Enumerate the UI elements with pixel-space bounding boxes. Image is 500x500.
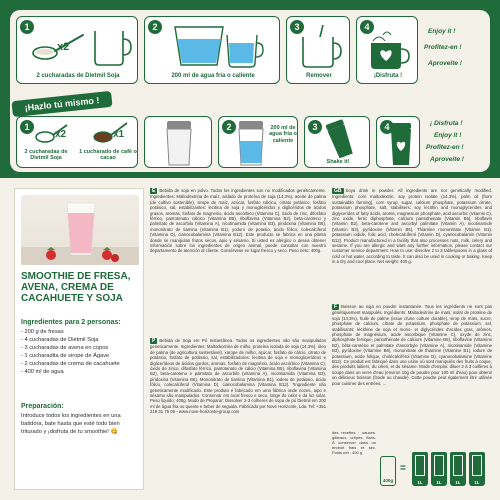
text-column-fr — [332, 304, 492, 428]
diy-step-3-number: 3 — [308, 120, 322, 134]
smoothie-glass-image — [21, 195, 139, 265]
scoop-caption: 2 cucharadas de Dietmil Soja — [36, 73, 120, 79]
bottle-label: 1L — [436, 480, 442, 485]
text-column-gb — [332, 188, 492, 302]
ingredient-item: - 400 ml de agua — [21, 368, 64, 375]
enjoy-en: Enjoy it ! — [428, 28, 456, 35]
bottle-label: 1L — [417, 480, 423, 485]
diy-scoops-caption: 2 cucharadas de Dietmil Soja — [24, 149, 68, 162]
lang-badge-es: E — [152, 188, 156, 194]
ingredient-item: - 4 cucharadas de Dietmil Soja — [21, 336, 99, 343]
instructions-panel — [10, 10, 490, 172]
dilution-guide — [348, 440, 488, 486]
text-column-es — [150, 188, 326, 336]
diy-step-1-card — [16, 116, 138, 168]
step-1-number: 1 — [20, 20, 34, 34]
stir-caption: Remover — [306, 73, 332, 79]
diy-enjoy-es: ¡ Disfruta ! — [430, 120, 463, 127]
diy-step-4-card — [376, 116, 420, 168]
diy-step-2-card — [218, 116, 298, 168]
ingredients-list — [21, 329, 139, 377]
diy-qty-1: x2 — [55, 129, 67, 140]
text-pt: Bebida de Soja em Pó Instantânea. Todos os ingredientes não são manipulados geneticamente. Ingredientes: Maltodextrina de milho, proteína isolada de soja (14,3%), óleo de palma (de agricultura sustentável), xarope de milho, açúcar, fosfato de cálcio, citrato de potássio, fosfato de potássio, sal, estabilizadores: lecitina de soja e monoglicerídeos e diglicerídeos de ácidos gordos, aromas, fosfato de magnésio, ácido ascórbico (Vitamina C), óxido de zinco, difosfato férrico, pantotenato de cálcio (Vitamina B5), riboflavina (Vitamina B2), beta-caroteno e palmitato de ascorbilo (Vitamina A), nicotinamida (Vitamina B3), piridoxina (Vitamina B6), Mononitrato de tiamina (Vitamina B1), iodeto de potássio, ácido fólico, colecalciferol (Vitamina D), cianocobalamina (Vitamina B12). *Ingrediente não geneticamente modificado. Este produto é fabricado em uma fábrica onde nozes, aipo e sésamo são manipulados. Conservar em local fresco e seco, longe do calor e da luz solar. Peso líquido: 400g. Modo de Preparar: Dissolver 2-3 colheres de sopa de pó Dietmil em 200 ml de água fria ou quente e beber de seguida. Fabricado por Nove Horizonte, Lda. Tel: +351 219 31 75 06 - www.nove-horizonte-group.com — [150, 338, 326, 415]
lang-badge-fr: F — [334, 304, 338, 310]
step-2-card — [144, 16, 280, 84]
scoop-qty: x2 — [57, 41, 70, 53]
instructions-band — [0, 0, 500, 178]
text-gb: Soya drink in powder. All ingredients are not genetically modified. Ingredients: corn maltodextrin, soy protein isolate (14,3%), palm oil (from sustainable farming), corn syrup, sugar, calcium phosphate, potassium citrate, potassium phosphate, salt, stabilisers: soy lecithin and monoglycerides and diglycerides of fatty acids, aroma, magnesium phosphate, acid ascorbic (Vitamin C), zinc oxide, ferric diphosphate, calcium pantothenate (Vitamin B5), riboflavin (Vitamin B2), beta-carotene and ascorbyl palmitate (Vitamin A), nicotinamide (Vitamin B3), pyridoxine (Vitamin B6), Thiamine mononitrate (Vitamin B1), potassium iodide, folic acid, cholecalciferol (Vitamin D), cyanocobalamin (Vitamin B12). Product manufactured in a facility that also processes nuts, milk, celery and sesame. If you are allergic and want any further information, please contact our customer service department. How to use: dissolve 2 to 3 tablespoons in a glass of cold or hot water, according to taste. It can also be used in cooking or baking. Keep in a dry and cool place. Net weight: 400 g. — [332, 188, 492, 265]
recipe-card — [14, 188, 144, 490]
equals-sign: = — [400, 463, 406, 474]
water-cup-icon — [165, 25, 265, 69]
diy-step-1-number: 1 — [20, 120, 34, 134]
shaker-empty-icon — [161, 119, 197, 167]
step-3-number: 3 — [290, 20, 304, 34]
lang-badge-pt: P — [152, 338, 156, 344]
preparation-text: Introduce todos los ingredientes en una batidora, bate hasta que esté todo bien triturado y ¡disfruta de tu smoothie! 😋 — [21, 413, 121, 435]
diy-step-3-card — [304, 116, 370, 168]
shaker-heart-icon — [387, 121, 415, 167]
step-4-card — [356, 16, 418, 84]
diy-banner: ¡Hazlo tú mismo ! — [11, 91, 112, 117]
text-es: Bebida de soja en polvo. Todos los ingredientes son no modificados genéticamente. Ingredientes: Maltodextrina de maíz, aislado de proteína de soja (14,3%), aceite de palma (de cultivo sostenible), sirope de maíz, azúcar, fosfato cálcico, citrato potásico, fosfato potásico, sal, estabilizantes: lecitina de soja y monoglicéridos y diglicéridos de ácidos grasos, aromas, fosfato de magnesio, ácido ascórbico (Vitamina C), óxido de zinc, difosfato férrico, pantotenato cálcico (Vitamina B5), riboflavina (Vitamina B2), beta-caroteno y palmitato de ascorbilo (Vitamina A), nicotinamida (Vitamina B3), piridoxina (Vitamina B6), mononitrato de tiamina (Vitamina B1), yoduro de potasio, ácido fólico, colecalciferol (Vitamina D), cianocobalamina (Vitamina B12). Este producto se fabrica en una planta donde se manipulan frutos secos, apio y sésamo. Si usted es alérgico o desea obtener información sobre los ingredientes de origen animal, puede consultar con nuestro departamento de atención al cliente. Consérvese en lugar fresco y seco. Peso neto: 400g. — [150, 188, 326, 254]
heart-mug-icon — [367, 27, 411, 69]
smoothie-photo — [21, 195, 139, 265]
diy-shaker-card — [144, 116, 212, 168]
ingredient-item: - 3 cucharadas de avena en copos — [21, 344, 109, 351]
tin-icon — [380, 456, 396, 486]
step-1-card — [16, 16, 138, 84]
ingredient-item: - 1 cucharadita de sirope de Ágave — [21, 352, 110, 359]
diy-enjoy-en: Enjoy it ! — [434, 132, 462, 139]
lang-badge-gb: GB — [334, 188, 342, 194]
water-caption: 200 ml de agua fría o caliente — [171, 73, 255, 79]
tin-label: 400g — [382, 478, 394, 483]
text-fr: Boisson au soja en poudre instantanée. Tous les ingrédients ne sont pas génétiquement manipulés. Ingrédients: Maltodextrine de maïs, isolat de protéine de soja (14,3%), huile de palme (issue d'une culture durable), sirop de maïs, sucre, phosphate de calcium, citrate de potassium, phosphate de potassium, sel, stabilisants: lécithine de soja et mono- et diglycérides d'acides gras, arômes, phosphate de magnésium, acide ascorbique (Vitamine C), oxyde de zinc, diphosphate ferrique, pantothénate de calcium (Vitamine B5), riboflavine (Vitamine B2), bêta-carotène et palmitate d'ascorbyle (Vitamine A), nicotinamide (Vitamine B3), pyridoxine (Vitamine B6), mononitrate de thiamine (Vitamine B1), iodure de potassium, acide folique, cholécalciférol (Vitamine D), cyanocobalamine (Vitamine B12). Ce produit est fabriqué dans une usine où sont manipulés des fruits à coque, des produits laitiers, du céleri, et du sésame. Mode d'emploi: diluer 2 à 3 cuillères à soupe dans un verre d'eau (environ 10g de poudre pour 100 ml d'eau) pour obtenir un délicieux boisson (froide ou chaude). Cette poudre peut également être utilisée pour cuisiner des entrées, ... — [332, 304, 492, 386]
shaker-shake-icon — [323, 119, 357, 159]
diy-enjoy-fr: Profitez-en ! — [426, 144, 464, 151]
diy-step-2-number: 2 — [222, 120, 236, 134]
step-4-number: 4 — [360, 20, 374, 34]
enjoy-fr: Profitez-en ! — [424, 44, 462, 51]
mug-icon — [91, 27, 133, 67]
text-column-pt — [150, 338, 326, 490]
shaker-water-icon — [235, 119, 267, 167]
ingredient-item: - 200 g de fresas — [21, 329, 64, 335]
step-3-card — [286, 16, 350, 84]
enjoy-caption: ¡Disfruta ! — [373, 73, 403, 79]
bottle-icon — [450, 452, 466, 486]
preparation-heading: Preparación: — [21, 403, 64, 410]
bottle-icon — [469, 452, 485, 486]
bottle-icon — [412, 452, 428, 486]
diy-water-caption: 200 ml de agua fría o caliente — [269, 125, 297, 144]
text-fr-tail: des recettes : sauces, gâteaux, crêpes, flans. À conserver dans un endroit frais et sec. Poids net : 400 g. — [332, 430, 376, 456]
bottle-label: 1L — [474, 480, 480, 485]
enjoy-pt: Aproveite ! — [428, 60, 462, 67]
diy-qty-2: x1 — [113, 129, 125, 140]
ingredients-heading: Ingredientes para 2 personas: — [21, 319, 121, 326]
bottle-label: 1L — [455, 480, 461, 485]
recipe-title: SMOOTHIE DE FRESA, AVENA, CREMA DE CACAHUETE Y SOJA — [21, 271, 131, 304]
shake-caption: Shake it! — [326, 159, 350, 165]
diy-step-4-number: 4 — [380, 120, 394, 134]
diy-cocoa-caption: 1 cucharado de café o cacao — [79, 149, 137, 162]
diy-enjoy-pt: Aproveite ! — [430, 156, 464, 163]
ingredient-item: - 2 cucharadas de crema de cacahuete — [21, 360, 120, 367]
step-2-number: 2 — [148, 20, 162, 34]
bottle-icon — [431, 452, 447, 486]
stir-mug-icon — [299, 25, 343, 69]
